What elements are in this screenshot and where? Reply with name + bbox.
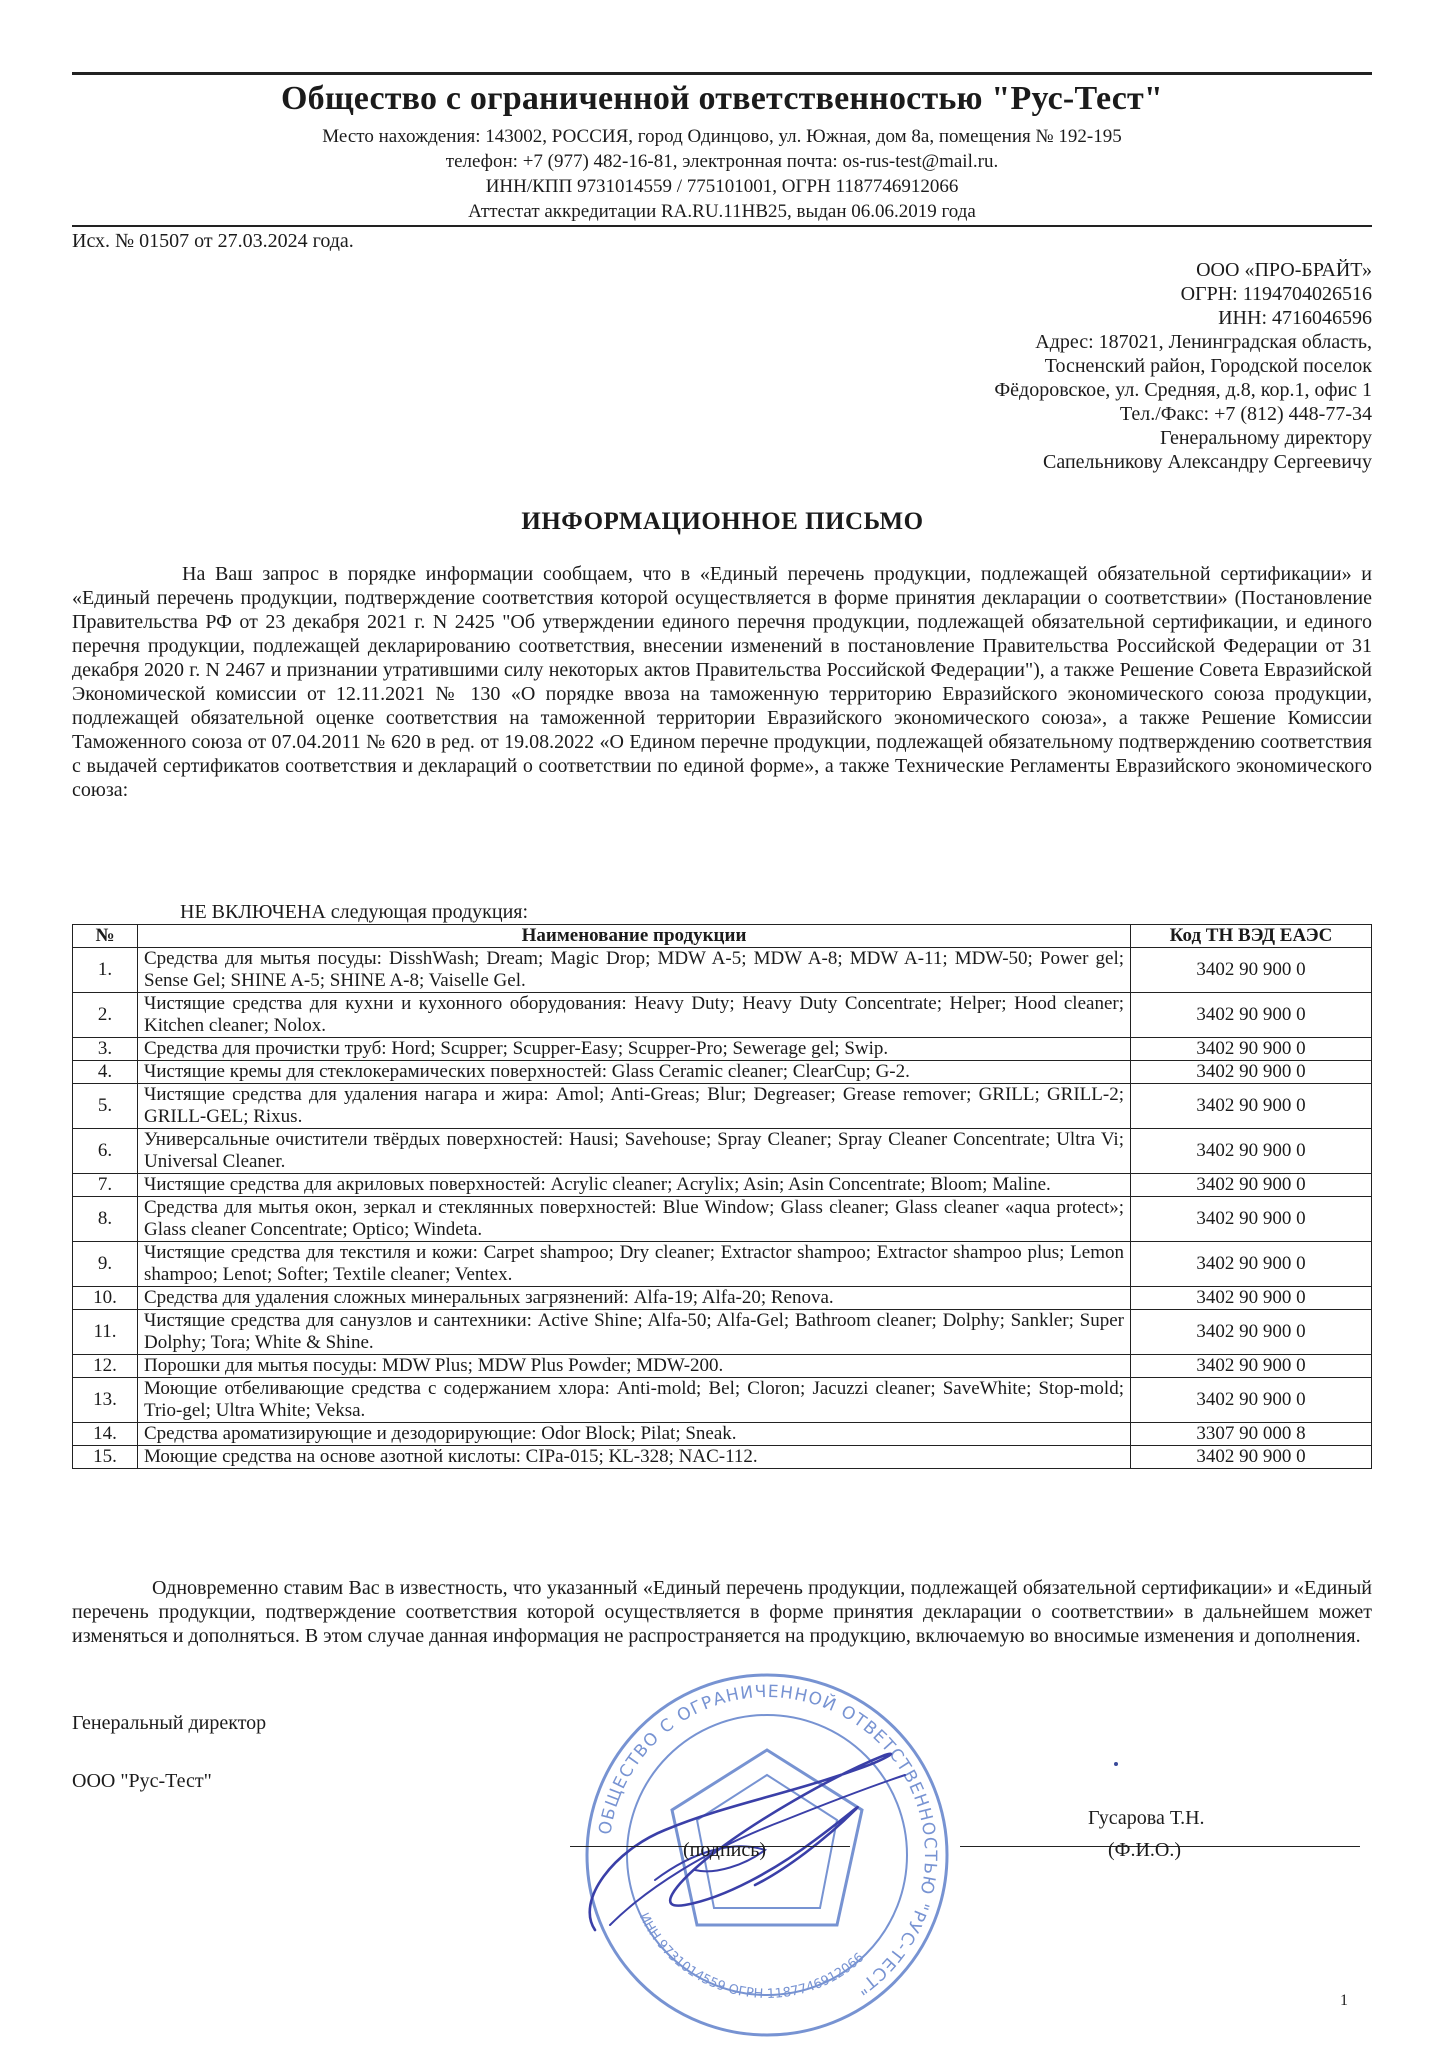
signer-role: Генеральный директор bbox=[72, 1712, 267, 1734]
org-accreditation: Аттестат аккредитации RA.RU.11НВ25, выдан 06.06.2019 года bbox=[468, 201, 976, 222]
table-row bbox=[73, 1197, 1372, 1242]
row-code: 3402 90 900 0 bbox=[1131, 1310, 1372, 1355]
row-name: Чистящие средства для кухни и кухонного оборудования: Heavy Duty; Heavy Duty Concentrate; Helper; Hood cleaner; Kitchen cleaner; Nolox. bbox=[138, 993, 1131, 1038]
row-code: 3402 90 900 0 bbox=[1131, 1038, 1372, 1061]
recipient-block bbox=[994, 258, 1372, 474]
ink-dot bbox=[1114, 1762, 1118, 1766]
signer-name: Гусарова Т.Н. bbox=[1088, 1807, 1205, 1829]
intro-paragraph: На Ваш запрос в порядке информации сообщаем, что в «Единый перечень продукции, подлежащей обязательной сертификации» и «Единый перечень продукции, подтверждение соответствия которой осуществляется в форме принятия декларации о соответствии» (Постановление Правительства РФ от 23 декабря 2021 г. N 2425 "Об утверждении единого перечня продукции, подлежащей обязательной сертификации, и единого перечня продукции, подлежащей декларированию соответствия, внесении изменений в постановление Правительства Российской Федерации от 31 декабря 2020 г. N 2467 и признании утратившими силу некоторых актов Правительства Российской Федерации"), а также Решение Совета Евразийской Экономической комиссии от 12.11.2021 № 130 «О порядке ввоза на таможенную территорию Евразийского экономического союза продукции, подлежащей обязательной оценке соответствия на таможенной территории Евразийского экономического союза», а также Решение Комиссии Таможенного союза от 07.04.2011 № 620 в ред. от 19.08.2022 «О Едином перечне продукции, подлежащей обязательному подтверждению соответствия с выдачей сертификатов соответствия и деклараций о соответствии по единой форме», а также Технические Регламенты Евразийского экономического союза: bbox=[72, 563, 1372, 801]
table-row bbox=[73, 1287, 1372, 1310]
table-row bbox=[73, 1174, 1372, 1197]
row-num: 12. bbox=[73, 1355, 138, 1378]
row-code: 3402 90 900 0 bbox=[1131, 1446, 1372, 1469]
table-row bbox=[73, 948, 1372, 993]
header-code: Код ТН ВЭД ЕАЭС bbox=[1131, 925, 1372, 948]
table-row bbox=[73, 1378, 1372, 1423]
row-code: 3307 90 000 8 bbox=[1131, 1423, 1372, 1446]
header-top-rule bbox=[72, 72, 1372, 75]
row-num: 9. bbox=[73, 1242, 138, 1287]
org-name: Общество с ограниченной ответственностью "Рус-Тест" bbox=[281, 80, 1163, 117]
table-row bbox=[73, 1061, 1372, 1084]
row-code: 3402 90 900 0 bbox=[1131, 1378, 1372, 1423]
row-name: Моющие средства на основе азотной кислоты: CIPa-015; KL-328; NAC-112. bbox=[138, 1446, 1131, 1469]
row-name: Средства для прочистки труб: Hord; Scupper; Scupper-Easy; Scupper-Pro; Sewerage gel; Swip. bbox=[138, 1038, 1131, 1061]
recipient-line: Адрес: 187021, Ленинградская область, bbox=[1035, 331, 1372, 353]
row-code: 3402 90 900 0 bbox=[1131, 1355, 1372, 1378]
row-name: Чистящие средства для текстиля и кожи: Carpet shampoo; Dry cleaner; Extractor shampoo; Extractor shampoo plus; Lemon shampoo; Lenot; Softer; Textile cleaner; Ventex. bbox=[138, 1242, 1131, 1287]
row-code: 3402 90 900 0 bbox=[1131, 948, 1372, 993]
row-code: 3402 90 900 0 bbox=[1131, 1061, 1372, 1084]
row-code: 3402 90 900 0 bbox=[1131, 1084, 1372, 1129]
table-row bbox=[73, 1446, 1372, 1469]
row-num: 13. bbox=[73, 1378, 138, 1423]
recipient-line: Генеральному директору bbox=[1159, 427, 1372, 449]
not-included-label: НЕ ВКЛЮЧЕНА следующая продукция: bbox=[180, 901, 529, 923]
row-num: 11. bbox=[73, 1310, 138, 1355]
recipient-line: Сапельникову Александру Сергеевичу bbox=[1043, 451, 1372, 473]
row-num: 2. bbox=[73, 993, 138, 1038]
row-code: 3402 90 900 0 bbox=[1131, 1129, 1372, 1174]
row-num: 10. bbox=[73, 1287, 138, 1310]
row-num: 15. bbox=[73, 1446, 138, 1469]
recipient-line: Тосненский район, Городской поселок bbox=[1044, 355, 1372, 377]
row-name: Средства ароматизирующие и дезодорирующие: Odor Block; Pilat; Sneak. bbox=[138, 1423, 1131, 1446]
recipient-line: ИНН: 4716046596 bbox=[1218, 307, 1372, 329]
table-header-row bbox=[73, 925, 1372, 948]
signer-org: ООО "Рус-Тест" bbox=[72, 1770, 212, 1792]
org-address: Место нахождения: 143002, РОССИЯ, город Одинцово, ул. Южная, дом 8а, помещения № 192-195 bbox=[322, 126, 1122, 147]
org-ids: ИНН/КПП 9731014559 / 775101001, ОГРН 1187746912066 bbox=[485, 176, 959, 197]
row-code: 3402 90 900 0 bbox=[1131, 1197, 1372, 1242]
header-num: № bbox=[73, 925, 138, 948]
row-name: Моющие отбеливающие средства с содержанием хлора: Anti-mold; Bel; Cloron; Jacuzzi cleaner; SaveWhite; Stop-mold; Trio-gel; Ultra White; Veksa. bbox=[138, 1378, 1131, 1423]
row-num: 8. bbox=[73, 1197, 138, 1242]
table-row bbox=[73, 1038, 1372, 1061]
recipient-line: Тел./Факс: +7 (812) 448-77-34 bbox=[1119, 403, 1372, 425]
fio-caption: (Ф.И.О.) bbox=[1108, 1839, 1182, 1861]
row-code: 3402 90 900 0 bbox=[1131, 1242, 1372, 1287]
table-row bbox=[73, 1355, 1372, 1378]
row-num: 7. bbox=[73, 1174, 138, 1197]
row-code: 3402 90 900 0 bbox=[1131, 1174, 1372, 1197]
row-name: Средства для мытья посуды: DisshWash; Dream; Magic Drop; MDW A-5; MDW A-8; MDW A-11; MDW-50; Power gel; Sense Gel; SHINE A-5; SHINE A-8; Vaiselle Gel. bbox=[138, 948, 1131, 993]
row-num: 6. bbox=[73, 1129, 138, 1174]
handwritten-signature bbox=[555, 1700, 915, 1950]
table-row bbox=[73, 1242, 1372, 1287]
stamp-ring-text: ОБЩЕСТВО С ОГРАНИЧЕННОЙ ОТВЕТСТВЕННОСТЬЮ "РУС-ТЕСТ" bbox=[595, 1681, 941, 2000]
row-num: 5. bbox=[73, 1084, 138, 1129]
row-code: 3402 90 900 0 bbox=[1131, 993, 1372, 1038]
header-bottom-rule bbox=[72, 225, 1372, 227]
row-num: 14. bbox=[73, 1423, 138, 1446]
document-title: ИНФОРМАЦИОННОЕ ПИСЬМО bbox=[521, 508, 924, 535]
row-name: Чистящие средства для удаления нагара и жира: Amol; Anti-Greas; Blur; Degreaser; Grease remover; GRILL; GRILL-2; GRILL-GEL; Rixus. bbox=[138, 1084, 1131, 1129]
table-row bbox=[73, 1129, 1372, 1174]
row-name: Чистящие средства для акриловых поверхностей: Acrylic cleaner; Acrylix; Asin; Asin Concentrate; Bloom; Maline. bbox=[138, 1174, 1131, 1197]
header-name: Наименование продукции bbox=[138, 925, 1131, 948]
row-name: Универсальные очистители твёрдых поверхностей: Hausi; Savehouse; Spray Cleaner; Spray Cleaner Concentrate; Ultra Vi; Universal Cleaner. bbox=[138, 1129, 1131, 1174]
row-name: Чистящие средства для санузлов и сантехники: Active Shine; Alfa-50; Alfa-Gel; Bathroom cleaner; Dolphy; Sankler; Super Dolphy; Tora; White & Shine. bbox=[138, 1310, 1131, 1355]
org-contacts: телефон: +7 (977) 482-16-81, электронная почта: os-rus-test@mail.ru. bbox=[445, 151, 999, 172]
row-name: Средства для мытья окон, зеркал и стеклянных поверхностей: Blue Window; Glass cleaner; Glass cleaner «aqua protect»; Glass cleaner Concentrate; Optico; Windeta. bbox=[138, 1197, 1131, 1242]
row-num: 4. bbox=[73, 1061, 138, 1084]
recipient-line: ОГРН: 1194704026516 bbox=[1180, 283, 1372, 305]
page-number: 1 bbox=[1340, 1992, 1348, 2009]
products-table bbox=[72, 924, 1372, 1469]
recipient-line: Фёдоровское, ул. Средняя, д.8, кор.1, офис 1 bbox=[994, 379, 1372, 401]
row-name: Средства для удаления сложных минеральных загрязнений: Alfa-19; Alfa-20; Renova. bbox=[138, 1287, 1131, 1310]
recipient-line: ООО «ПРО-БРАЙТ» bbox=[1196, 259, 1372, 281]
outro-paragraph: Одновременно ставим Вас в известность, что указанный «Единый перечень продукции, подлежащей обязательной сертификации» и «Единый перечень продукции, подтверждение соответствия которой осуществляется в форме принятия декларации о соответствии» в дальнейшем может изменяться и дополняться. В этом случае данная информация не распространяется на продукцию, включаемую во вносимые изменения и дополнения. bbox=[72, 1577, 1372, 1647]
table-row bbox=[73, 1084, 1372, 1129]
row-name: Чистящие кремы для стеклокерамических поверхностей: Glass Ceramic cleaner; ClearCup; G-2. bbox=[138, 1061, 1131, 1084]
outgoing-number: Исх. № 01507 от 27.03.2024 года. bbox=[72, 230, 354, 252]
signature-caption: (подпись) bbox=[683, 1839, 767, 1861]
table-row bbox=[73, 1423, 1372, 1446]
row-name: Порошки для мытья посуды: MDW Plus; MDW Plus Powder; MDW-200. bbox=[138, 1355, 1131, 1378]
row-num: 3. bbox=[73, 1038, 138, 1061]
stamp-bottom-text: ИНН 9731014559 ОГРН 1187746912066 bbox=[635, 1910, 868, 2002]
table-row bbox=[73, 1310, 1372, 1355]
row-code: 3402 90 900 0 bbox=[1131, 1287, 1372, 1310]
table-row bbox=[73, 993, 1372, 1038]
row-num: 1. bbox=[73, 948, 138, 993]
